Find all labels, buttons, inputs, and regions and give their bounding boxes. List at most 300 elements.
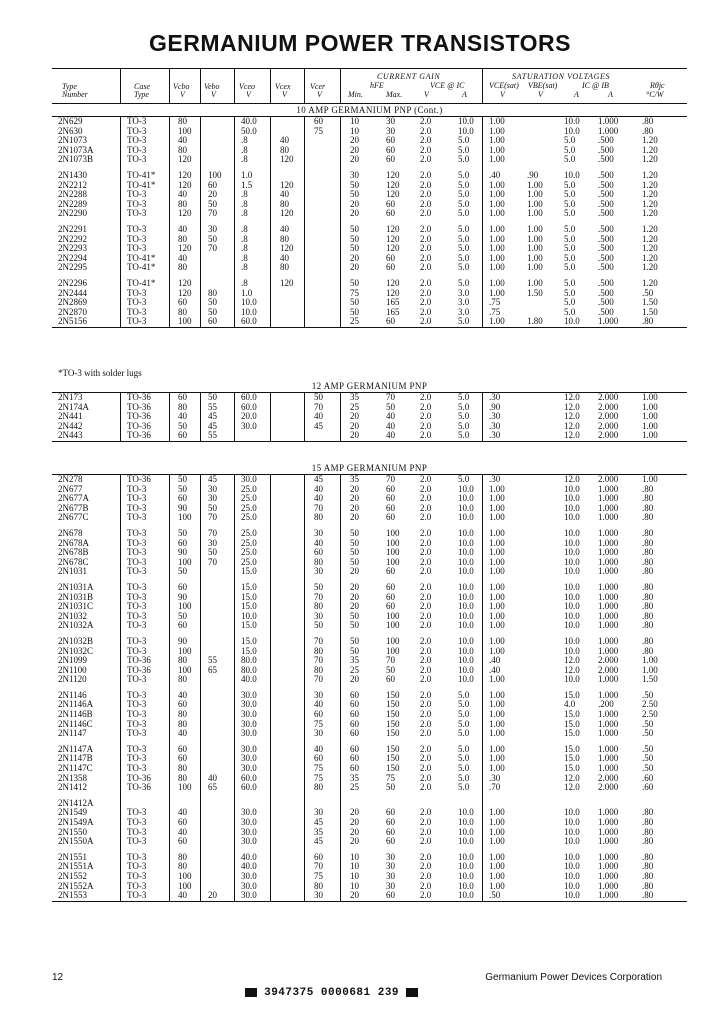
table-cell: 2.0 — [420, 817, 432, 827]
table-cell: TO-3 — [127, 547, 147, 558]
table-cell: 2.0 — [420, 474, 432, 484]
table-cell: 90 — [178, 547, 187, 558]
table-cell: .80 — [642, 591, 654, 602]
table-cell: .500 — [598, 233, 614, 244]
table-cell: 1.00 — [527, 223, 543, 234]
table-cell: 30 — [386, 880, 395, 891]
table-cell: 100 — [208, 169, 222, 180]
table-cell: TO-3 — [127, 645, 147, 656]
table-cell: 20 — [350, 208, 359, 219]
table-cell: 30 — [350, 169, 359, 180]
table-cell: 2N1552 — [58, 870, 87, 881]
table-cell: .80 — [642, 527, 654, 538]
table-cell: 60 — [178, 581, 187, 592]
table-cell: 20 — [350, 817, 359, 827]
table-cell: 10.0 — [458, 807, 474, 818]
table-cell: 2.0 — [420, 512, 432, 523]
table-cell: 1.00 — [489, 483, 505, 494]
company-name: Germanium Power Devices Corporation — [485, 972, 662, 983]
table-cell: 1.000 — [598, 709, 619, 720]
table-cell: 15.0 — [564, 753, 580, 764]
table-cell: 1.000 — [598, 537, 619, 548]
table-cell: 40 — [386, 430, 395, 441]
table-cell: .30 — [489, 420, 501, 431]
table-cell: TO-3 — [127, 591, 147, 602]
table-cell: 2N2289 — [58, 198, 87, 209]
table-cell: 1.50 — [527, 287, 543, 298]
table-cell: .50 — [642, 689, 654, 700]
table-cell: 80 — [178, 233, 187, 244]
table-cell: 50 — [350, 610, 359, 621]
table-cell: 2N1146C — [58, 718, 93, 729]
table-cell: 100 — [178, 645, 192, 656]
table-cell: .500 — [598, 262, 614, 273]
table-cell: 2N1551 — [58, 851, 87, 862]
table-cell: 2.0 — [420, 297, 432, 308]
table-cell: 1.000 — [598, 861, 619, 872]
table-cell: 1.00 — [489, 591, 505, 602]
table-cell: .50 — [642, 718, 654, 729]
barcode — [245, 987, 418, 999]
hdr-vceo-unit: V — [246, 90, 251, 99]
table-cell: 120 — [386, 233, 400, 244]
table-cell: 2.0 — [420, 581, 432, 592]
table-cell: 5.0 — [564, 252, 576, 263]
table-cell: 40 — [314, 537, 323, 548]
table-cell: 70 — [314, 861, 323, 872]
table-cell: 15.0 — [241, 581, 257, 592]
table-cell: 60 — [350, 689, 359, 700]
table-cell: 1.00 — [489, 620, 505, 631]
table-cell: 150 — [386, 699, 400, 710]
table-cell: 2.0 — [420, 306, 432, 317]
table-cell: 60 — [178, 753, 187, 764]
table-cell: .80 — [642, 581, 654, 592]
table-cell: 30 — [386, 125, 395, 136]
table-cell: 10.0 — [564, 591, 580, 602]
table-row — [52, 837, 687, 847]
table-cell: 1.20 — [642, 169, 658, 180]
table-cell: 80 — [280, 233, 289, 244]
table-cell: 2.0 — [420, 243, 432, 254]
hdr-case-type: Type — [134, 90, 149, 99]
table-cell: 70 — [208, 556, 217, 567]
table-cell: 2N2288 — [58, 189, 87, 200]
table-cell: 75 — [350, 287, 359, 298]
table-cell: 65 — [208, 664, 217, 675]
table-cell: 2N1146B — [58, 709, 93, 720]
table-cell: 5.0 — [458, 316, 470, 327]
table-cell: 20 — [350, 493, 359, 504]
table-cell: 60 — [350, 709, 359, 720]
table-cell: 5.0 — [458, 411, 470, 422]
table-row — [52, 117, 687, 127]
table-cell: 1.000 — [598, 620, 619, 631]
table-cell: 120 — [386, 169, 400, 180]
table-cell: 2.0 — [420, 401, 432, 412]
table-cell: 80 — [314, 782, 323, 793]
table-cell: 50 — [178, 474, 187, 484]
table-cell: TO-3 — [127, 512, 147, 523]
table-cell: 50 — [208, 306, 217, 317]
table-cell: 50 — [350, 547, 359, 558]
table-cell: 2N1146A — [58, 699, 94, 710]
table-cell: 45 — [314, 474, 323, 484]
table-cell: 2.0 — [420, 655, 432, 666]
table-cell: 12.0 — [564, 392, 580, 402]
table-cell: 2.0 — [420, 743, 432, 754]
table-cell: .8 — [241, 144, 248, 155]
table-cell: 20 — [350, 135, 359, 146]
table-cell: 12.0 — [564, 420, 580, 431]
table-cell: 1.000 — [598, 674, 619, 685]
table-cell: .500 — [598, 154, 614, 165]
table-cell: 10.0 — [564, 556, 580, 567]
table-cell: 5.0 — [458, 179, 470, 190]
table-cell: 10.0 — [564, 861, 580, 872]
table-cell: 50 — [350, 179, 359, 190]
table-cell: .80 — [642, 620, 654, 631]
section-body — [52, 474, 687, 902]
table-cell: 10.0 — [564, 566, 580, 577]
table-cell: 1.00 — [489, 233, 505, 244]
table-cell: 120 — [280, 243, 294, 254]
table-cell: 150 — [386, 728, 400, 739]
table-cell: .75 — [489, 297, 501, 308]
table-cell: 20 — [350, 591, 359, 602]
table-cell: 50 — [350, 645, 359, 656]
table-cell: 25.0 — [241, 537, 257, 548]
table-cell: 80 — [178, 144, 187, 155]
table-cell: 1.00 — [489, 753, 505, 764]
table-cell: 2N629 — [58, 116, 83, 126]
table-cell: .500 — [598, 277, 614, 288]
table-cell: 15.0 — [564, 709, 580, 720]
table-cell: 2N1099 — [58, 655, 87, 666]
table-cell: 5.0 — [458, 154, 470, 165]
table-cell: 10.0 — [564, 890, 580, 901]
table-cell: 25 — [350, 401, 359, 412]
table-cell: 100 — [386, 620, 400, 631]
table-row — [52, 621, 687, 631]
table-cell: 2N441 — [58, 411, 83, 422]
table-cell: 60 — [386, 198, 395, 209]
table-cell: 2.0 — [420, 699, 432, 710]
table-cell: 40.0 — [241, 851, 257, 862]
table-row — [52, 263, 687, 273]
table-cell: 1.00 — [489, 262, 505, 273]
table-row — [52, 745, 687, 755]
hdr-vcbo: Vcbo — [173, 82, 190, 91]
table-cell: 40 — [280, 189, 289, 200]
table-cell: TO-3 — [127, 870, 147, 881]
table-cell: .80 — [642, 870, 654, 881]
barcode-block-icon — [406, 988, 418, 997]
table-cell: 1.000 — [598, 591, 619, 602]
hdr-vcex: Vcex — [275, 82, 291, 91]
table-cell: .40 — [489, 664, 501, 675]
table-cell: 120 — [178, 277, 192, 288]
table-row — [52, 475, 687, 485]
table-cell: 2N1032 — [58, 610, 87, 621]
table-cell: 60 — [386, 890, 395, 901]
table-cell: 60 — [386, 208, 395, 219]
table-cell: 1.00 — [489, 763, 505, 774]
table-cell: 15.0 — [241, 620, 257, 631]
table-cell: 1.00 — [489, 493, 505, 504]
table-cell: TO-36 — [127, 664, 151, 675]
table-cell: 2.0 — [420, 851, 432, 862]
table-cell: 5.0 — [564, 297, 576, 308]
table-cell: TO-3 — [127, 223, 147, 234]
table-cell: 5.0 — [458, 689, 470, 700]
table-cell: 80 — [178, 851, 187, 862]
table-cell: 100 — [178, 664, 192, 675]
table-cell: 2.0 — [420, 392, 432, 402]
table-cell: 30.0 — [241, 689, 257, 700]
table-cell: 120 — [280, 208, 294, 219]
table-cell: 40 — [178, 223, 187, 234]
table-cell: 1.00 — [489, 728, 505, 739]
table-cell: 60 — [314, 753, 323, 764]
table-cell: 2.0 — [420, 753, 432, 764]
table-cell: 1.00 — [489, 223, 505, 234]
table-cell: 50 — [350, 635, 359, 646]
table-cell: 12.0 — [564, 411, 580, 422]
table-cell: 2N677C — [58, 512, 89, 523]
table-cell: .75 — [489, 306, 501, 317]
table-cell: 5.0 — [458, 743, 470, 754]
table-cell: 5.0 — [458, 474, 470, 484]
table-cell: 2.0 — [420, 125, 432, 136]
table-cell: 60 — [386, 144, 395, 155]
page-title: GERMANIUM POWER TRANSISTORS — [149, 30, 571, 56]
table-cell: .50 — [642, 763, 654, 774]
table-cell: 10.0 — [564, 527, 580, 538]
table-cell: 1.00 — [489, 861, 505, 872]
table-cell: 100 — [178, 512, 192, 523]
table-row — [52, 593, 687, 603]
table-cell: .8 — [241, 277, 248, 288]
table-cell: 1.00 — [489, 547, 505, 558]
table-row — [52, 720, 687, 730]
table-cell: .80 — [642, 556, 654, 567]
table-cell: 10.0 — [458, 527, 474, 538]
table-cell: .70 — [489, 782, 501, 793]
table-cell: .500 — [598, 287, 614, 298]
table-cell: 30 — [208, 483, 217, 494]
table-cell: TO-3 — [127, 890, 147, 901]
table-cell: 50 — [350, 620, 359, 631]
table-cell: TO-3 — [127, 189, 147, 200]
table-cell: 2.0 — [420, 233, 432, 244]
table-cell: 150 — [386, 743, 400, 754]
table-cell: 2.0 — [420, 277, 432, 288]
table-cell: 5.0 — [458, 208, 470, 219]
table-cell: 60.0 — [241, 316, 257, 327]
table-cell: 15.0 — [241, 566, 257, 577]
table-row — [52, 853, 687, 863]
table-cell: 100 — [386, 645, 400, 656]
table-row — [52, 637, 687, 647]
table-cell: 5.0 — [564, 154, 576, 165]
table-cell: 12.0 — [564, 474, 580, 484]
hdr-max: Max. — [386, 90, 403, 99]
table-cell: 80.0 — [241, 664, 257, 675]
table-cell: 2.0 — [420, 772, 432, 783]
section-body — [52, 392, 687, 442]
table-cell: 10.0 — [458, 601, 474, 612]
table-cell: 2.0 — [420, 880, 432, 891]
table-cell: 15.0 — [241, 645, 257, 656]
table-cell: .80 — [642, 316, 654, 327]
table-cell: 12.0 — [564, 772, 580, 783]
table-cell: 1.00 — [527, 277, 543, 288]
table-cell: 2.0 — [420, 807, 432, 818]
table-cell: .30 — [489, 772, 501, 783]
table-cell: .500 — [598, 306, 614, 317]
table-cell: 2.0 — [420, 411, 432, 422]
table-cell: 80 — [314, 556, 323, 567]
table-cell: 45 — [208, 411, 217, 422]
table-cell: 1.000 — [598, 125, 619, 136]
table-cell: 2.0 — [420, 262, 432, 273]
table-cell: 2N1550 — [58, 826, 87, 837]
table-cell: 1.00 — [527, 198, 543, 209]
table-cell: 100 — [386, 610, 400, 621]
table-cell: 1.00 — [527, 189, 543, 200]
table-cell: 80 — [178, 861, 187, 872]
table-cell: 10.0 — [564, 502, 580, 513]
table-cell: 1.20 — [642, 208, 658, 219]
table-cell: 2N1147 — [58, 728, 87, 739]
table-cell: 10.0 — [458, 125, 474, 136]
table-cell: 2.0 — [420, 610, 432, 621]
table-cell: 40 — [280, 135, 289, 146]
table-cell: 1.20 — [642, 179, 658, 190]
table-cell: 20 — [350, 674, 359, 685]
table-cell: TO-3 — [127, 689, 147, 700]
table-cell: 40 — [178, 252, 187, 263]
table-cell: 1.000 — [598, 836, 619, 847]
table-cell: 60 — [386, 493, 395, 504]
table-row — [52, 155, 687, 165]
table-cell: 25 — [350, 664, 359, 675]
table-cell: 2N678 — [58, 527, 83, 538]
table-cell: 2N2293 — [58, 243, 87, 254]
table-cell: 10.0 — [458, 635, 474, 646]
table-cell: 1.00 — [489, 512, 505, 523]
table-cell: 2.000 — [598, 474, 619, 484]
table-cell: 30 — [386, 870, 395, 881]
table-cell: 20 — [350, 154, 359, 165]
table-cell: TO-41* — [127, 277, 156, 288]
table-cell: 2N1147A — [58, 743, 94, 754]
table-cell: 10.0 — [458, 851, 474, 862]
table-cell: 2.0 — [420, 420, 432, 431]
table-cell: 10.0 — [458, 537, 474, 548]
table-cell: 1.00 — [489, 502, 505, 513]
table-cell: 2N5156 — [58, 316, 87, 327]
table-cell: 60.0 — [241, 782, 257, 793]
table-cell: 1.000 — [598, 601, 619, 612]
table-cell: .8 — [241, 208, 248, 219]
table-cell: 80 — [178, 674, 187, 685]
table-cell: 1.00 — [642, 420, 658, 431]
table-cell: 60 — [386, 316, 395, 327]
table-cell: 30.0 — [241, 763, 257, 774]
hdr-vbesat-unit: V — [538, 90, 543, 99]
table-cell: 80 — [178, 718, 187, 729]
table-cell: 1.000 — [598, 890, 619, 901]
table-cell: 2N1032B — [58, 635, 94, 646]
table-cell: 2.000 — [598, 772, 619, 783]
table-cell: 1.000 — [598, 645, 619, 656]
hdr-number: Number — [62, 90, 88, 99]
table-cell: 40.0 — [241, 674, 257, 685]
table-cell: 35 — [350, 772, 359, 783]
table-cell: 1.000 — [598, 851, 619, 862]
table-cell: 50 — [208, 547, 217, 558]
table-cell: 60 — [386, 252, 395, 263]
table-cell: 60 — [350, 753, 359, 764]
table-cell: 1.20 — [642, 243, 658, 254]
table-cell: 10.0 — [564, 870, 580, 881]
table-cell: 2N2292 — [58, 233, 87, 244]
table-cell: TO-3 — [127, 620, 147, 631]
table-cell: 80 — [178, 401, 187, 412]
table-cell: 2N1031 — [58, 566, 87, 577]
table-cell: .50 — [489, 890, 501, 901]
hdr-ic-ib: IC @ IB — [582, 81, 609, 90]
table-cell: 5.0 — [564, 198, 576, 209]
table-cell: 25.0 — [241, 527, 257, 538]
table-cell: 70 — [208, 512, 217, 523]
table-cell: 100 — [386, 635, 400, 646]
table-row — [52, 818, 687, 828]
table-cell: 1.000 — [598, 483, 619, 494]
table-cell: 10.0 — [564, 116, 580, 126]
table-cell: 2.50 — [642, 699, 658, 710]
table-cell: 1.20 — [642, 233, 658, 244]
table-row — [52, 808, 687, 818]
table-cell: 10.0 — [458, 645, 474, 656]
table-cell: 2.0 — [420, 208, 432, 219]
table-cell: .80 — [642, 836, 654, 847]
table-cell: 2N1412 — [58, 782, 87, 793]
table-cell: 20 — [350, 601, 359, 612]
table-cell: 10.0 — [564, 483, 580, 494]
table-cell: 5.0 — [458, 198, 470, 209]
table-cell: 20 — [350, 430, 359, 441]
table-cell: 2N1031A — [58, 581, 94, 592]
table-cell: TO-36 — [127, 392, 151, 402]
table-cell: 1.000 — [598, 502, 619, 513]
table-cell: 70 — [386, 474, 395, 484]
table-cell: 70 — [386, 655, 395, 666]
table-cell: 1.00 — [489, 689, 505, 700]
table-cell: 2N2290 — [58, 208, 87, 219]
table-cell: 2.0 — [420, 645, 432, 656]
table-cell: 80 — [178, 709, 187, 720]
table-cell: 50 — [386, 664, 395, 675]
table-cell: 100 — [178, 782, 192, 793]
table-cell: 75 — [314, 763, 323, 774]
table-cell: 60 — [208, 316, 217, 327]
table-cell: 5.0 — [458, 392, 470, 402]
table-cell: 10.0 — [564, 635, 580, 646]
table-cell: 1.00 — [489, 836, 505, 847]
